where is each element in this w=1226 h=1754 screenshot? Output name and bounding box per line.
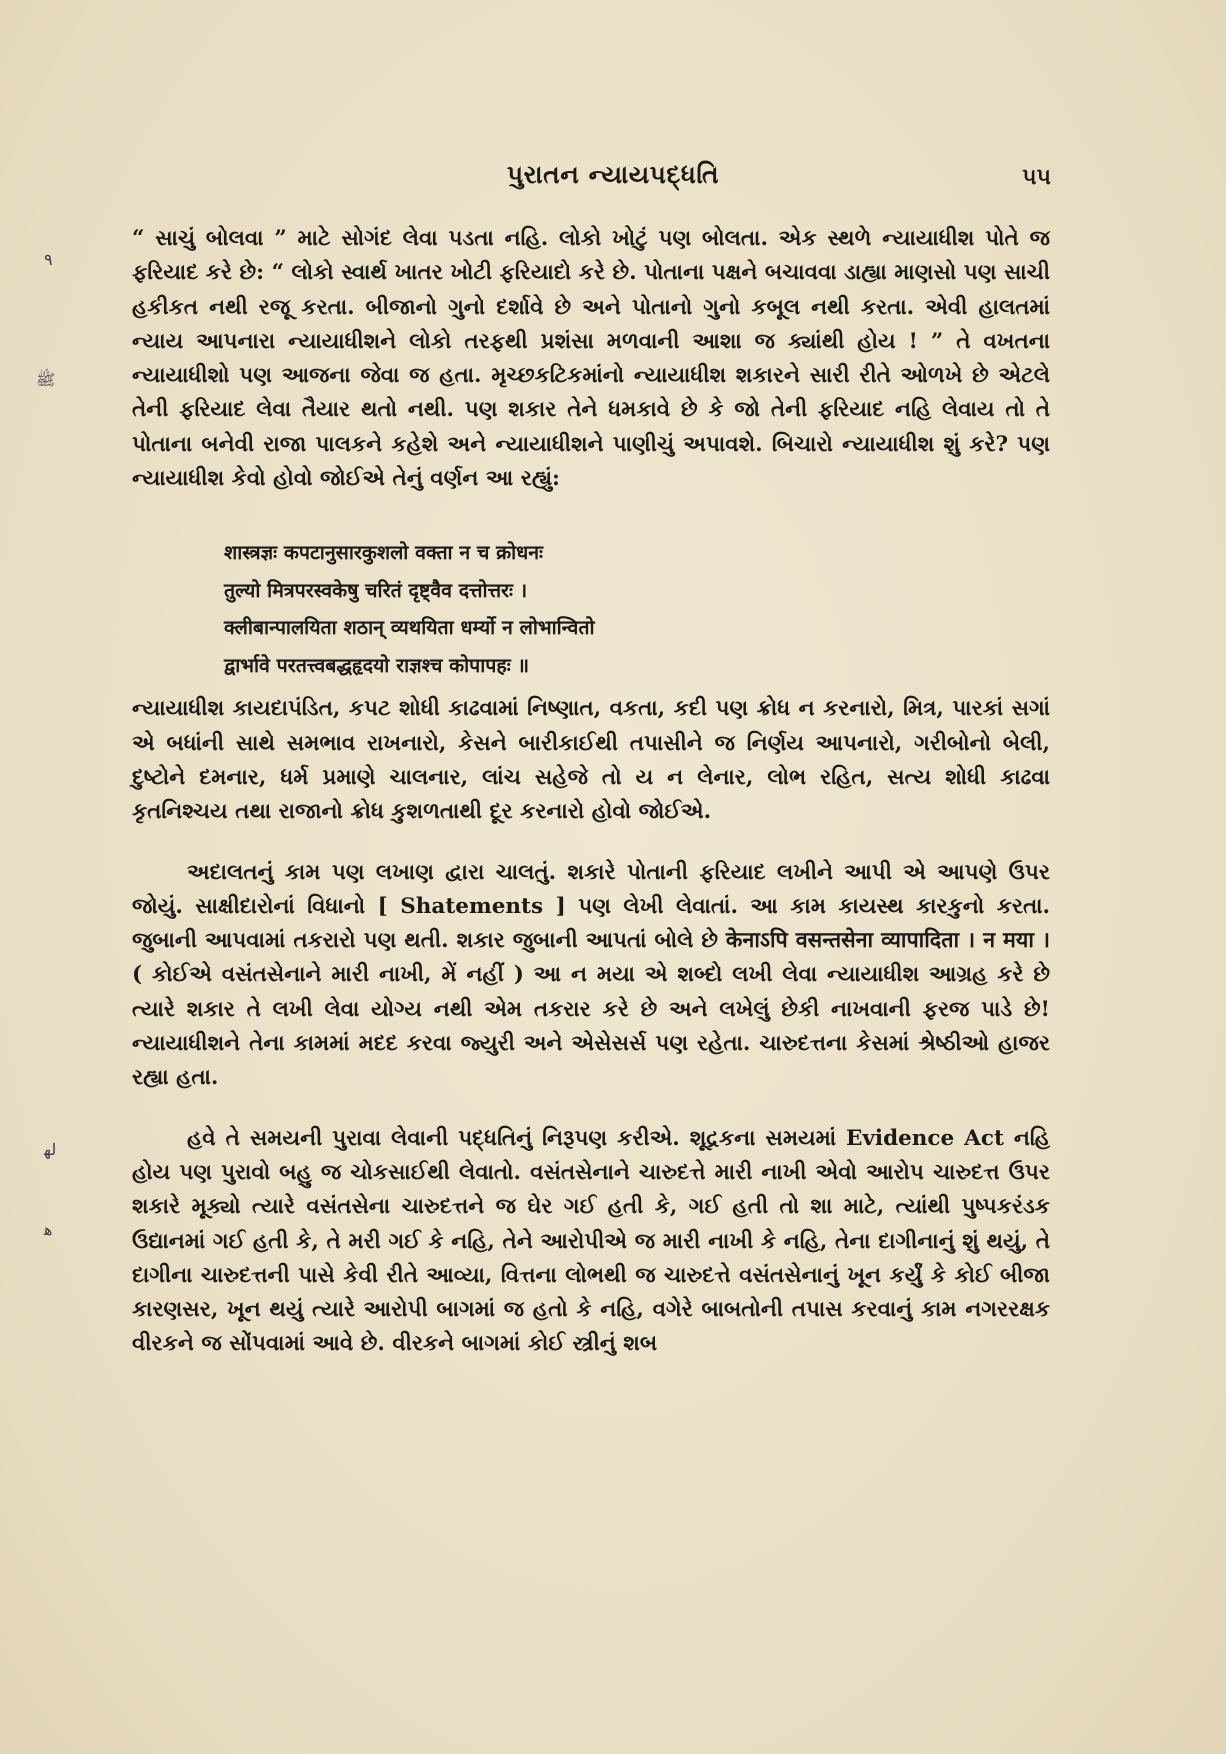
page-header — [0, 160, 1226, 200]
verse-line: क्लीबान्पालयिता शठान् व्यथयिता धर्म्यो न लोभान्वितो — [224, 616, 595, 640]
running-title: પુરાતન ન્યાયપદ્ધતિ — [506, 160, 720, 189]
verse-line: द्वार्भावे परतत्त्वबद्धहृदयो राज्ञश्च कोपापहः ॥ — [224, 653, 530, 677]
paragraph-evidence: હવે તે સમયની પુરાવા લેવાની પદ્ધતિનું નિરૂપણ કરીએ. શૂદ્રકના સમયમાં Evidence Act નહિ હોય પણ પુરાવો બહુ જ ચોકસાઈથી લેવાતો. વસંતસેનાને ચારુદત્તે મારી નાખી એવો આરોપ ચારુદત્ત ઉપર શકારે મૂક્યો ત્યારે વસંતસેના ચારુદત્તને જ ઘેર ગઈ હતી કે, ગઈ હતી તો શા માટે, ત્યાંથી પુષ્પકરંડક ઉદ્યાનમાં ગઈ હતી કે, તે મરી ગઈ કે નહિ, તેને આરોપીએ જ મારી નાખી કે નહિ, તેના દાગીનાનું શું થયું, તે દાગીના ચારુદત્તની પાસે કેવી રીતે આવ્યા, વિત્તના લોભથી જ ચારુદત્તે વસંતસેનાનું ખૂન કર્યું કે કોઈ બીજા કારણસર, ખૂન થયું ત્યારે આરોપી બાગમાં જ હતો કે નહિ, વગેરે બાબતોની તપાસ કરવાનું કામ નગરરક્ષક વીરકને જ સોંપવામાં આવે છે. વીરકને બાગમાં કોઈ સ્ત્રીનું શબ — [132, 1125, 1050, 1357]
paragraph-judge-complaint: “ સાચું બોલવા ” માટે સોગંદ લેવા પડતા નહિ. લોકો ખોટું પણ બોલતા. એક સ્થળે ન્યાયાધીશ પોતે જ ફરિયાદ કરે છે: “ લોકો સ્વાર્થ ખાતર ખોટી ફરિયાદો કરે છે. પોતાના પક્ષને બચાવવા ડાહ્યા માણસો પણ સાચી હકીકત નથી રજૂ કરતા. બીજાનો ગુનો દર્શાવે છે અને પોતાનો ગુનો કબૂલ નથી કરતા. એવી હાલતમાં ન્યાય આપનારા ન્યાયાધીશને લોકો તરફથી પ્રશંસા મળવાની આશા જ ક્યાંથી હોય ! ” તે વખતના ન્યાયાધીશો પણ આજના જેવા જ હતા. મૃચ્છકટિકમાંનો ન્યાયાધીશ શકારને સારી રીતે ઓળખે છે એટલે તેની ફરિયાદ લેવા તૈયાર થતો નથી. પણ શકાર તેને ધમકાવે છે કે જો તેની ફરિયાદ નહિ લેવાય તો તે પોતાના બનેવી રાજા પાલકને કહેશે અને ન્યાયાધીશને પાણીચું અપાવશે. બિચારો ન્યાયાધીશ શું કરે? પણ ન્યાયાધીશ કેવો હોવો જોઈએ તેનું વર્ણન આ રહ્યું: — [132, 226, 1050, 492]
paragraph-court-writing: અદાલતનું કામ પણ લખાણ દ્વારા ચાલતું. શકારે પોતાની ફરિયાદ લખીને આપી એ આપણે ઉપર જોયું. સાક્ષીદારોનાં વિધાનો [ Shatements ] પણ લેખી લેવાતાં. આ કામ કાયસ્થ કારકુનો કરતા. જુબાની આપવામાં તકરારો પણ થતી. શકાર જુબાની આપતાં બોલે છે केनाऽपि वसन्तसेना व्यापादिता । न मया । ( કોઈએ વસંતસેનાને મારી નાખી, મેં નહીં ) આ ન મયા એ શબ્દો લખી લેવા ન્યાયાધીશ આગ્રહ કરે છે ત્યારે શકાર તે લખી લેવા યોગ્ય નથી એમ તકરાર કરે છે અને લખેલું છેકી નાખવાની ફરજ પાડે છે! ન્યાયાધીશને તેના કામમાં મદદ કરવા જ્યુરી અને એસેસર્સ પણ રહેતા. ચારુદત્તના કેસમાં શ્રેષ્ઠીઓ હાજર રહ્યા હતા. — [132, 859, 1050, 1091]
margin-mark: ﷺ — [36, 370, 56, 389]
page-body — [132, 222, 1050, 1362]
sanskrit-verse — [224, 534, 1050, 684]
paragraph-verse-translation: ન્યાયાધીશ કાયદાપંડિત, કપટ શોધી કાઢવામાં નિષ્ણાત, વકતા, કદી પણ ક્રોધ ન કરનારો, મિત્ર, પારકાં સગાં એ બધાંની સાથે સમભાવ રાખનારો, કેસને બારીકાઈથી તપાસીને જ નિર્ણય આપનારો, ગરીબોનો બેલી, દુષ્ટોને દમનાર, ધર્મ પ્રમાણે ચાલનાર, લાંચ સહેજે તો ય ન લેનાર, લોભ રહિત, સત્ય શોધી કાઢવા કૃતનિશ્ચય તથા રાજાનો ક્રોધ કુશળતાથી દૂર કરનારો હોવો જોઈએ. — [132, 696, 1050, 825]
page-number: ૫૫ — [1022, 164, 1051, 190]
verse-line: तुल्यो मित्रपरस्वकेषु चरितं दृष्ट्वैव दत्तोत्तरः । — [224, 578, 528, 602]
margin-mark: ٩ — [44, 250, 53, 269]
margin-mark: ﻟﻬ — [44, 1140, 57, 1159]
verse-line: शास्त्रज्ञः कपटानुसारकुशलो वक्ता न च क्रोधनः — [224, 541, 543, 565]
margin-mark: ﻫ — [44, 1220, 53, 1239]
